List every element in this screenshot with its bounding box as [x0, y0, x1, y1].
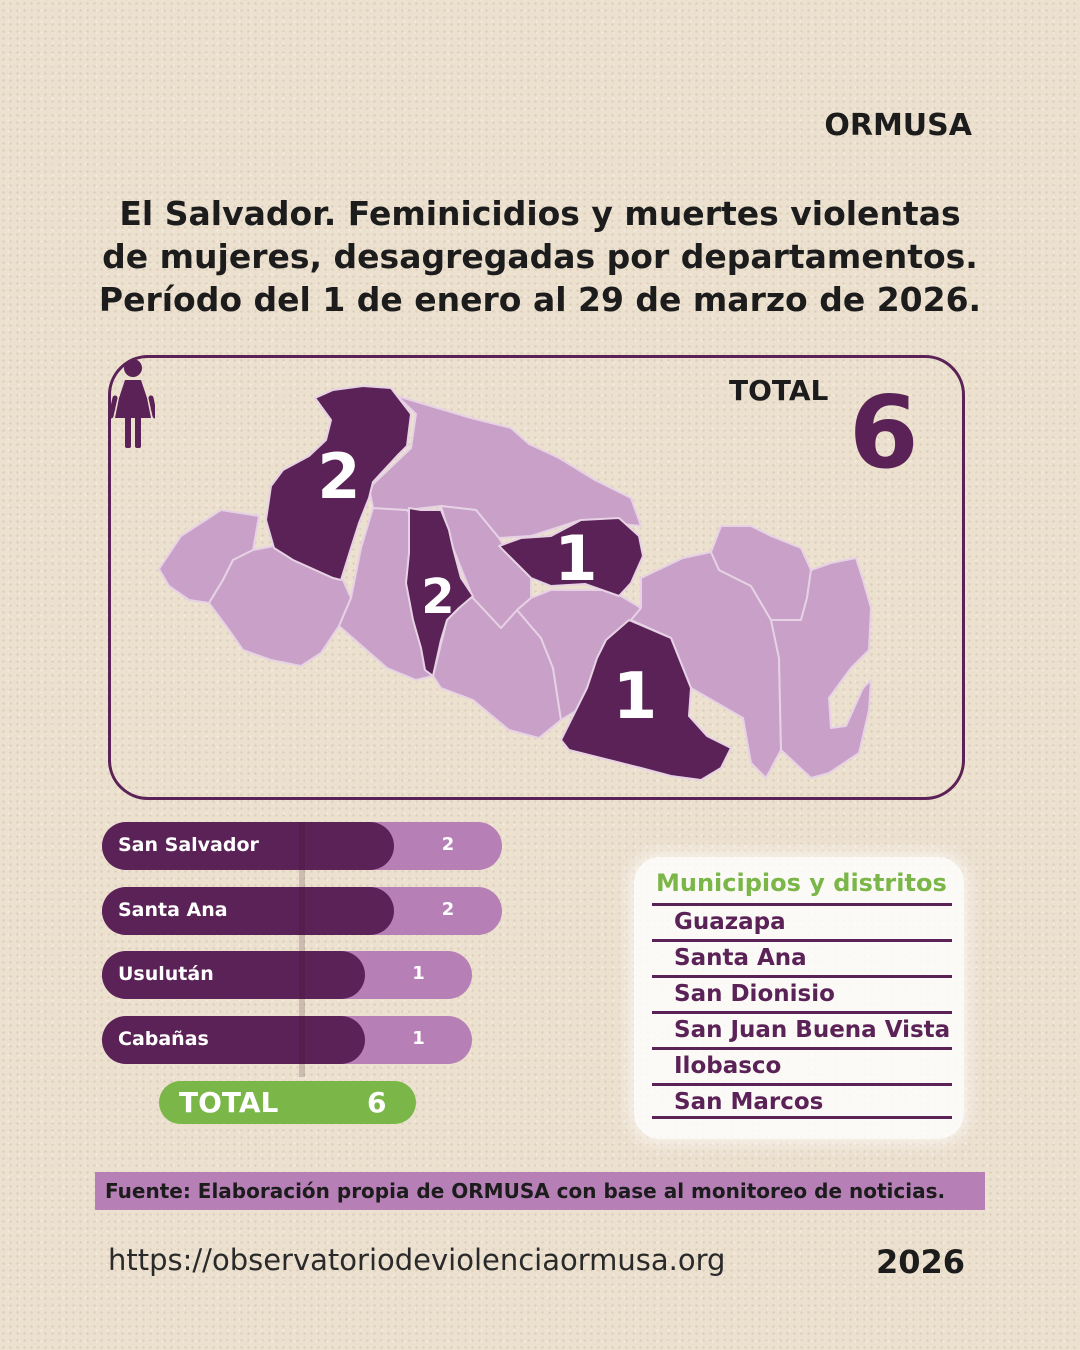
map-label-usulutan: 1 — [612, 660, 658, 734]
department-bar-list — [102, 822, 522, 1072]
bar-value: 2 — [441, 834, 455, 855]
woman-icon — [111, 358, 155, 450]
bar-department-name: San Salvador — [118, 834, 259, 856]
title-line-1: El Salvador. Feminicidios y muertes violentas — [119, 194, 961, 233]
total-pill-value: 6 — [367, 1086, 387, 1119]
page-title — [60, 192, 1020, 321]
bar-department-name: Cabañas — [118, 1027, 209, 1050]
map-label-cabanas: 1 — [554, 522, 598, 595]
bar-axis-line — [299, 822, 305, 1077]
municipio-item: Guazapa — [652, 903, 952, 939]
bar-value: 1 — [412, 1027, 425, 1049]
municipios-card — [634, 857, 964, 1139]
municipios-list — [652, 903, 952, 1119]
bar-value: 1 — [412, 963, 425, 984]
title-line-3: Período del 1 de enero al 29 de marzo de 2026. — [98, 280, 982, 319]
bar-value: 2 — [441, 898, 455, 920]
el-salvador-map — [111, 358, 962, 797]
total-pill — [159, 1081, 416, 1124]
map-total-label: TOTAL — [729, 374, 829, 407]
bar-department-name: Usulután — [118, 963, 214, 985]
source-note: Fuente: Elaboración propia de ORMUSA con base al monitoreo de noticias. — [95, 1172, 985, 1210]
map-frame — [108, 355, 965, 800]
bar-department-name: Santa Ana — [118, 898, 228, 921]
map-label-santa-ana: 2 — [317, 440, 361, 513]
brand-logo-text: ORMUSA — [824, 108, 972, 143]
municipios-title: Municipios y distritos — [656, 869, 947, 897]
municipio-item: Ilobasco — [652, 1047, 952, 1083]
year-label: 2026 — [875, 1243, 965, 1281]
municipio-item: Santa Ana — [652, 939, 952, 975]
title-line-2: de mujeres, desagregadas por departamentos. — [102, 237, 978, 276]
municipio-item: San Juan Buena Vista — [652, 1011, 952, 1047]
total-pill-label: TOTAL — [179, 1086, 279, 1119]
municipio-item: San Dionisio — [652, 975, 952, 1011]
bar-row — [102, 1016, 472, 1064]
map-label-san-salvador: 2 — [421, 569, 455, 625]
map-total-value: 6 — [849, 374, 919, 491]
website-url[interactable]: https://observatoriodeviolenciaormusa.org — [108, 1243, 726, 1277]
municipio-item: San Marcos — [652, 1083, 952, 1119]
bar-row — [102, 951, 472, 999]
